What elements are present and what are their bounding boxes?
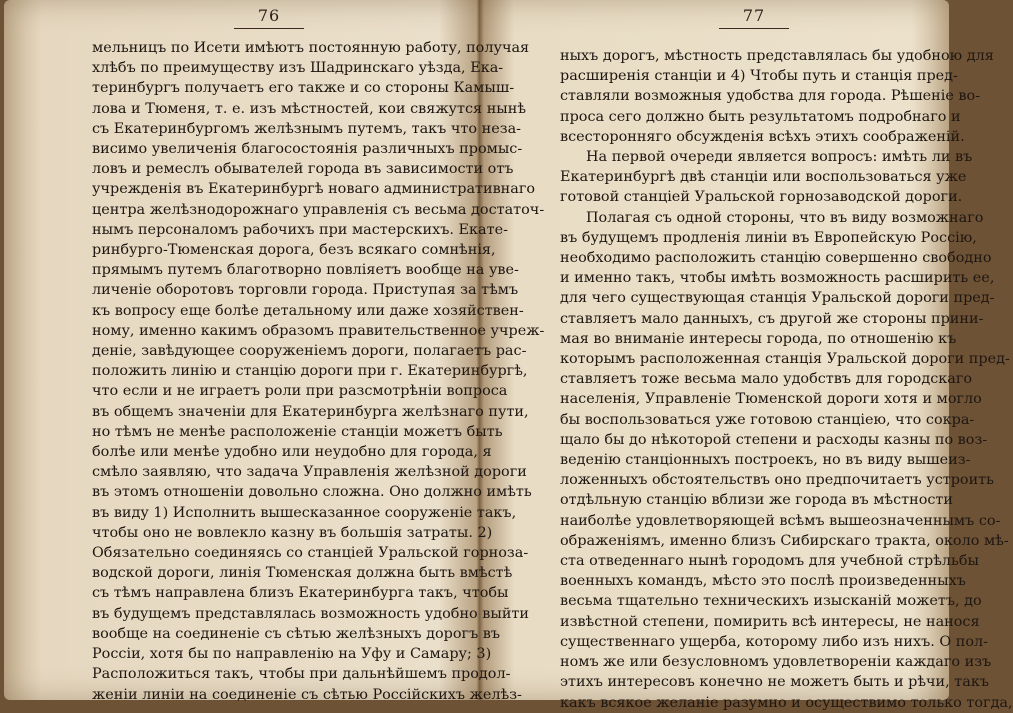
text-line: висимо увеличенія благосостоянія различныхъ промыс- <box>92 141 523 158</box>
text-line: ста отведеннаго нынѣ городомъ для учебной стрѣльбы <box>560 553 979 570</box>
text-line: для чего существующая станція Уральской дороги пред- <box>560 290 995 307</box>
page-number-right: 77 <box>742 6 766 25</box>
text-line: какъ всякое желаніе разумно и осуществимо только тогда, <box>560 694 1013 711</box>
text-line: съ тѣмъ направлена близъ Екатеринбурга такъ, чтобы <box>92 585 509 602</box>
book-spread <box>4 0 1013 711</box>
text-line: ринбурго-Тюменская дорога, безъ всякаго сомнѣнія, <box>92 242 496 259</box>
text-line: ставляли возможныя удобства для города. Рѣшеніе во- <box>560 88 981 105</box>
text-line: въ будущемъ представлялась возможность удобно выйти <box>92 605 529 622</box>
text-line: чтобы оно не вовлекло казну въ большія затраты. 2) <box>92 524 493 541</box>
left-page-text <box>92 38 545 705</box>
text-line: наиболѣе удовлетворяющей всѣмъ вышеозначеннымъ со- <box>560 512 1001 529</box>
text-line: съ Екатеринбургомъ желѣзнымъ путемъ, такъ что неза- <box>92 120 522 137</box>
text-line: отдѣльную станцію вблизи же города въ мѣстности <box>560 492 953 509</box>
text-line: ловъ и ремеслъ обывателей города въ зависимости отъ <box>92 161 514 178</box>
text-line: военныхъ командъ, мѣсто это послѣ произведенныхъ <box>560 573 966 590</box>
text-line: щало бы до нѣкоторой степени и расходы казны по воз- <box>560 431 988 448</box>
text-line: мая во вниманіе интересы города, по отношенію къ <box>560 330 957 347</box>
text-line: что если и не играетъ роли при разсмотрѣніи вопроса <box>92 383 508 400</box>
text-line: прямымъ путемъ благотворно повліяетъ вообще на уве- <box>92 262 519 279</box>
text-line: учрежденія въ Екатеринбургѣ новаго административнаго <box>92 181 536 198</box>
text-line: женіи линіи на соединеніе съ сѣтью Россійскихъ желѣз- <box>92 686 522 703</box>
text-line: мельницъ по Исети имѣютъ постоянную работу, получая <box>92 40 530 56</box>
text-line: расширенія станціи и 4) Чтобы путь и станція пред- <box>560 68 958 85</box>
right-page <box>524 0 1013 711</box>
text-line: населенія, Управленіе Тюменской дороги хотя и могло <box>560 391 982 408</box>
text-line: хлѣбъ по преимуществу изъ Шадринскаго уѣзда, Ека- <box>92 60 504 77</box>
text-line: въ будущемъ продленія линіи въ Европейскую Россію, <box>560 229 977 246</box>
text-line: ному, именно какимъ образомъ правительственное учреж- <box>92 322 545 339</box>
text-line: Россіи, хотя бы по направленію на Уфу и Самару; 3) <box>92 646 492 663</box>
text-line: готовой станціей Уральской горнозаводской дороги. <box>560 189 963 206</box>
text-line: Обязательно соединяясь со станціей Уральской горноза- <box>92 545 529 562</box>
text-line: въ общемъ значеніи для Екатеринбурга желѣзнаго пути, <box>92 403 529 420</box>
text-line: водской дороги, линія Тюменская должна быть вмѣстѣ <box>92 565 513 582</box>
text-line: которымъ расположенная станція Уральской дороги пред- <box>560 351 1010 368</box>
text-line: всесторонняго обсужденія всѣхъ этихъ соображеній. <box>560 128 965 145</box>
text-line: бы воспользоваться уже готовою станціею, что сокра- <box>560 411 975 428</box>
text-line: ложенныхъ обстоятельствъ оно предпочитаетъ устроить <box>560 472 994 489</box>
text-line: нымъ персоналомъ рабочихъ при мастерскихъ. Екате- <box>92 221 508 238</box>
text-line: смѣло заявляю, что задача Управленія желѣзной дороги <box>92 464 527 481</box>
text-line: ставляетъ тоже весьма мало удобствъ для городскаго <box>560 371 973 388</box>
text-line: болѣе или менѣе удобно или неудобно для города, я <box>92 444 492 461</box>
text-line: но тѣмъ не менѣе расположеніе станціи можетъ быть <box>92 423 503 440</box>
right-page-text <box>560 46 1013 713</box>
text-line: Расположиться такъ, чтобы при дальнѣйшемъ продол- <box>92 666 511 683</box>
text-line: проса сего должно быть результатомъ подробнаго и <box>560 108 961 125</box>
text-line: и именно такъ, чтобы имѣть возможность расширить ее, <box>560 270 995 287</box>
text-line: вообще на соединеніе съ сѣтью желѣзныхъ дорогъ въ <box>92 625 501 642</box>
text-line: ображеніямъ, именно близъ Сибирскаго тракта, около мѣ- <box>560 532 1009 549</box>
text-line: ставляетъ мало данныхъ, съ другой же стороны прини- <box>560 310 984 327</box>
text-line: весьма тщательно техническихъ изысканій можетъ, до <box>560 593 982 610</box>
text-line: въ виду 1) Исполнить вышесказанное сооруженіе такъ, <box>92 504 517 521</box>
text-line: деніе, завѣдующее сооруженіемъ дороги, полагаетъ рас- <box>92 343 527 360</box>
left-page <box>24 0 545 703</box>
text-line: номъ же или безусловномъ удовлетвореніи каждаго изъ <box>560 654 992 671</box>
text-line: положить линію и станцію дороги при г. Екатеринбургѣ, <box>92 363 528 380</box>
text-line: личеніе оборотовъ торговли города. Приступая за тѣмъ <box>92 282 519 299</box>
text-line: ныхъ дорогъ, мѣстность представлялась бы удобною для <box>560 48 994 64</box>
text-line: лова и Тюменя, т. е. изъ мѣстностей, кои свяжутся нынѣ <box>92 100 527 117</box>
text-line: этихъ интересовъ конечно не можетъ быть и рѣчи, такъ <box>560 674 989 691</box>
page-number-left: 76 <box>257 6 281 25</box>
text-line: къ вопросу еще болѣе детальному или даже хозяйствен- <box>92 302 524 319</box>
text-line: теринбургъ получаетъ его также и со стороны Камыш- <box>92 80 515 97</box>
text-line: На первой очереди является вопросъ: имѣть ли въ <box>586 149 973 166</box>
text-line: веденію станціонныхъ построекъ, но въ виду вышеиз- <box>560 452 971 469</box>
text-line: извѣстной степени, помирить всѣ интересы, не нанося <box>560 613 980 630</box>
page-number-rule <box>719 28 789 29</box>
text-line: Екатеринбургѣ двѣ станціи или воспользоваться уже <box>560 169 967 186</box>
text-line: въ этомъ отношеніи довольно сложна. Оно должно имѣть <box>92 484 532 501</box>
page-number-rule <box>234 28 304 29</box>
text-line: необходимо расположить станцію совершенно свободно <box>560 250 992 267</box>
text-line: Полагая съ одной стороны, что въ виду возможнаго <box>586 209 984 226</box>
text-line: центра желѣзнодорожнаго управленія съ весьма достаточ- <box>92 201 545 218</box>
text-line: существеннаго ущерба, которому либо изъ нихъ. О пол- <box>560 633 989 650</box>
